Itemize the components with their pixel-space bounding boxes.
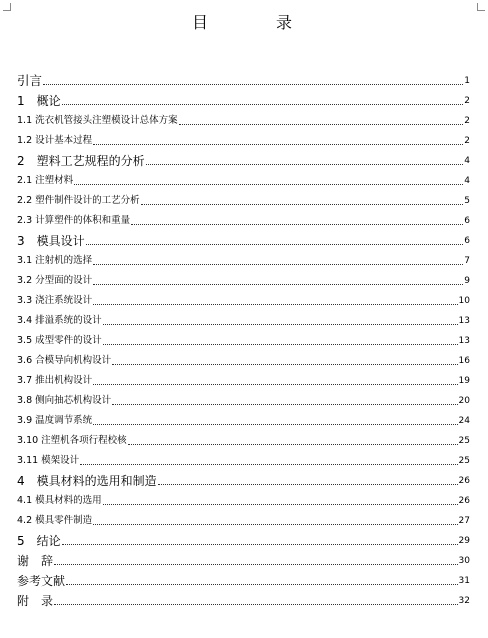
dot-leader <box>103 343 458 345</box>
toc-entry-label: 3 模具设计 <box>17 234 85 248</box>
dot-leader <box>54 603 458 605</box>
dot-leader <box>93 423 457 425</box>
toc-entry-section-3-4[interactable] <box>17 310 470 330</box>
dot-leader <box>93 303 457 305</box>
dot-leader <box>103 323 458 325</box>
toc-entry-label: 3.6 合模导向机构设计 <box>17 355 112 366</box>
dot-leader <box>112 403 457 405</box>
toc-entry-section-3-8[interactable] <box>17 390 470 410</box>
toc-entry-references[interactable] <box>17 570 470 590</box>
dot-leader <box>112 363 457 365</box>
dot-leader <box>62 543 458 545</box>
toc-entry-page: 24 <box>458 416 470 426</box>
dot-leader <box>141 203 464 205</box>
toc-entry-section-1-1[interactable] <box>17 110 470 130</box>
toc-entry-section-3-10[interactable] <box>17 430 470 450</box>
toc-entry-label: 1 概论 <box>17 94 61 108</box>
toc-entry-label: 4 模具材料的选用和制造 <box>17 474 157 488</box>
toc-entry-page: 29 <box>458 536 470 546</box>
toc-entry-label: 3.3 浇注系统设计 <box>17 295 93 306</box>
dot-leader <box>54 563 458 565</box>
toc-entry-page: 32 <box>458 596 470 606</box>
dot-leader <box>66 583 458 585</box>
toc-entry-label: 3.10 注塑机各项行程校核 <box>17 435 127 446</box>
toc-entry-chapter-1[interactable] <box>17 90 470 110</box>
toc-entry-label: 2.2 塑件制件设计的工艺分析 <box>17 195 140 206</box>
toc-entry-label: 3.11 模架设计 <box>17 455 80 466</box>
toc-entry-label: 谢 辞 <box>17 554 54 568</box>
toc-entry-section-4-1[interactable] <box>17 490 470 510</box>
toc-entry-page: 10 <box>458 296 470 306</box>
dot-leader <box>158 483 458 485</box>
dot-leader <box>62 103 464 105</box>
toc-entry-acknowledgements[interactable] <box>17 550 470 570</box>
toc-entry-label: 3.1 注射机的选择 <box>17 255 93 266</box>
toc-entry-label: 3.4 排溢系统的设计 <box>17 315 102 326</box>
toc-entry-label: 3.9 温度调节系统 <box>17 415 93 426</box>
toc-entry-page: 6 <box>464 216 470 226</box>
toc-entry-section-2-1[interactable] <box>17 170 470 190</box>
page-title: 目 录 <box>191 13 318 32</box>
toc-entry-label: 3.8 侧向抽芯机构设计 <box>17 395 112 406</box>
toc-entry-page: 27 <box>458 516 470 526</box>
toc-entry-page: 30 <box>458 556 470 566</box>
toc-entry-page: 5 <box>464 196 470 206</box>
toc-entry-page: 4 <box>464 176 470 186</box>
toc-entry-label: 5 结论 <box>17 534 61 548</box>
toc-entry-page: 26 <box>458 496 470 506</box>
toc-entry-page: 6 <box>464 236 470 246</box>
toc-entry-page: 31 <box>458 576 470 586</box>
toc-entry-page: 13 <box>458 316 470 326</box>
toc-entry-chapter-4[interactable] <box>17 470 470 490</box>
toc-entry-page: 26 <box>458 476 470 486</box>
toc-entry-preface[interactable] <box>17 70 470 90</box>
toc-entry-appendix[interactable] <box>17 590 470 610</box>
toc-entry-page: 19 <box>458 376 470 386</box>
toc-entry-page: 25 <box>458 456 470 466</box>
dot-leader <box>93 283 463 285</box>
dot-leader <box>86 243 464 245</box>
dot-leader <box>80 463 457 465</box>
toc-entry-page: 1 <box>464 76 470 86</box>
toc-entry-page: 16 <box>458 356 470 366</box>
dot-leader <box>179 123 464 125</box>
toc-entry-label: 1.2 设计基本过程 <box>17 135 93 146</box>
toc-entry-section-1-2[interactable] <box>17 130 470 150</box>
toc-entry-page: 7 <box>464 256 470 266</box>
toc-entry-section-2-2[interactable] <box>17 190 470 210</box>
toc-entry-label: 2.1 注塑材料 <box>17 175 74 186</box>
toc-entry-page: 2 <box>464 116 470 126</box>
toc-entry-page: 4 <box>464 156 470 166</box>
toc-entry-section-2-3[interactable] <box>17 210 470 230</box>
toc-entry-section-3-6[interactable] <box>17 350 470 370</box>
toc-entry-label: 3.2 分型面的设计 <box>17 275 93 286</box>
toc-entry-section-3-9[interactable] <box>17 410 470 430</box>
toc-entry-section-3-7[interactable] <box>17 370 470 390</box>
toc-entry-section-3-11[interactable] <box>17 450 470 470</box>
dot-leader <box>93 263 463 265</box>
toc-entry-page: 2 <box>464 96 470 106</box>
toc-entry-chapter-5[interactable] <box>17 530 470 550</box>
dot-leader <box>131 223 463 225</box>
toc-entry-label: 引言 <box>17 73 43 88</box>
toc-entry-label: 参考文献 <box>17 574 66 588</box>
toc-entry-chapter-2[interactable] <box>17 150 470 170</box>
table-of-contents <box>17 70 470 610</box>
toc-entry-section-3-5[interactable] <box>17 330 470 350</box>
toc-entry-section-3-2[interactable] <box>17 270 470 290</box>
toc-entry-label: 3.7 推出机构设计 <box>17 375 93 386</box>
dot-leader <box>74 183 463 185</box>
toc-entry-label: 3.5 成型零件的设计 <box>17 335 102 346</box>
toc-entry-label: 附 录 <box>17 594 54 608</box>
dot-leader <box>146 163 464 165</box>
toc-entry-page: 9 <box>464 276 470 286</box>
dot-leader <box>93 523 457 525</box>
dot-leader <box>93 383 457 385</box>
toc-entry-page: 13 <box>458 336 470 346</box>
dot-leader <box>128 443 458 445</box>
dot-leader <box>103 503 458 505</box>
toc-entry-label: 1.1 洗衣机管接头注塑模设计总体方案 <box>17 115 178 126</box>
dot-leader <box>93 143 463 145</box>
toc-entry-chapter-3[interactable] <box>17 230 470 250</box>
dot-leader <box>43 83 463 85</box>
toc-entry-page: 25 <box>458 436 470 446</box>
toc-entry-label: 2 塑料工艺规程的分析 <box>17 154 145 168</box>
toc-entry-label: 4.2 模具零件制造 <box>17 515 93 526</box>
toc-entry-page: 20 <box>458 396 470 406</box>
toc-entry-section-4-2[interactable] <box>17 510 470 530</box>
toc-entry-page: 2 <box>464 136 470 146</box>
toc-entry-label: 4.1 模具材料的选用 <box>17 495 102 506</box>
toc-entry-section-3-1[interactable] <box>17 250 470 270</box>
toc-entry-section-3-3[interactable] <box>17 290 470 310</box>
toc-entry-label: 2.3 计算塑件的体积和重量 <box>17 215 131 226</box>
